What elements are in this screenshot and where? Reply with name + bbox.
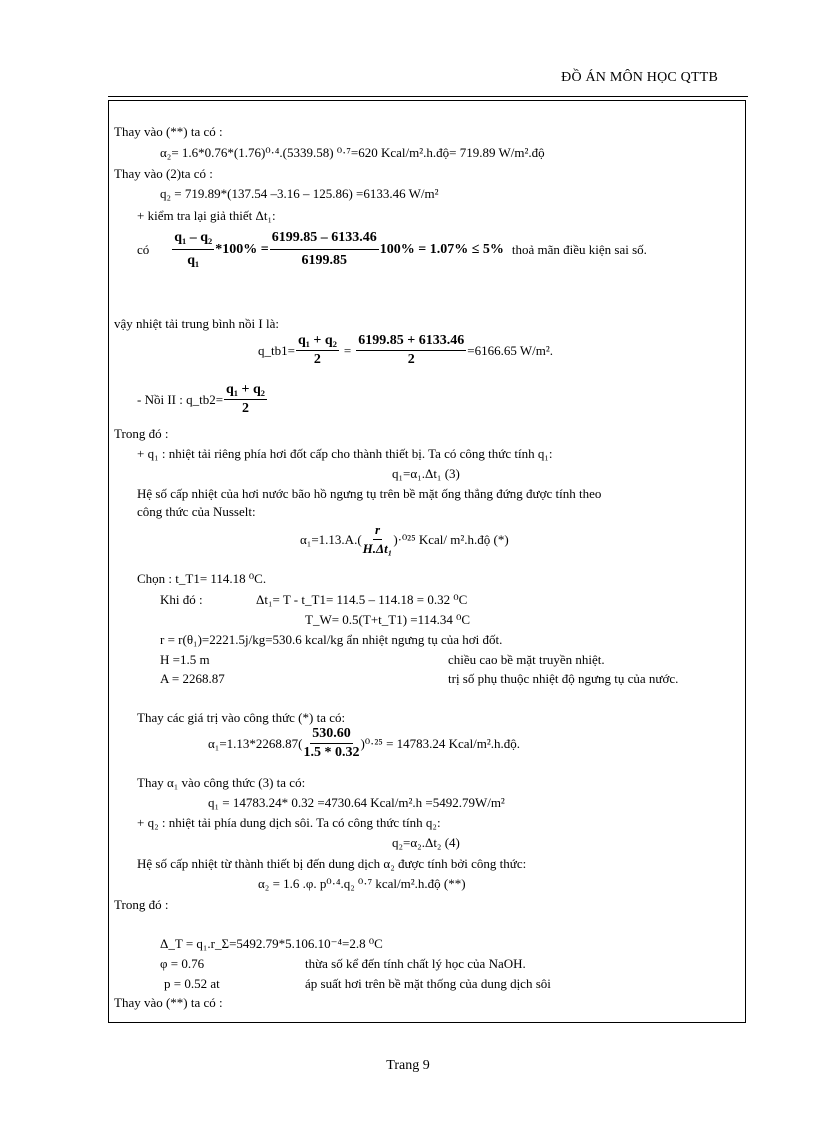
text-line: vậy nhiệt tải trung bình nồi I là: <box>114 316 279 331</box>
numerator: q₁ + q₂ <box>296 333 339 351</box>
header-rule <box>108 96 748 97</box>
numerator: 6199.85 – 6133.46 <box>270 228 379 250</box>
text-line: Chọn : t_T1= 114.18 ⁰C. <box>137 571 267 586</box>
text-line: r = r(θ₁)=2221.5j/kg=530.6 kcal/kg ẩn nhiệt ngưng tụ của hơi đốt. <box>160 632 503 647</box>
equation-alpha2-def: α₂ = 1.6 .φ. p⁰·⁴.q₂ ⁰·⁷ kcal/m².h.độ (**) <box>258 876 466 891</box>
denominator: 1.5 * 0.32 <box>303 745 360 760</box>
text-line: H =1.5 m <box>160 652 210 667</box>
equation-q1-value: q₁ = 14783.24* 0.32 =4730.64 Kcal/m².h =5492.79W/m² <box>208 795 505 810</box>
equation-dt: Δ_T = q₁.r_Σ=5492.79*5.106.10⁻⁴=2.8 ⁰C <box>160 936 383 951</box>
numerator: q₁ – q₂ <box>172 228 214 250</box>
text: = <box>343 342 352 358</box>
text: - Nồi II : q_tb2= <box>137 391 224 407</box>
numerator: q₁ + q₂ <box>224 382 267 400</box>
equation-q1: q₁=α₁.Δt₁ (3) <box>392 466 460 481</box>
fraction <box>270 228 379 271</box>
text-line: Thay vào (**) ta có : <box>114 995 223 1010</box>
text-line: + kiểm tra lại giả thiết Δt₁: <box>137 208 276 223</box>
denominator: 6199.85 <box>301 253 347 268</box>
text-line: Hệ số cấp nhiệt của hơi nước bão hồ ngưng tụ trên bề mặt ống thẳng đứng được tính theo <box>137 486 602 501</box>
text-line: Thay α₁ vào công thức (3) ta có: <box>137 775 306 790</box>
numerator: r <box>373 522 382 540</box>
text-line: Trong đó : <box>114 426 169 441</box>
text: α₁=1.13.A.( <box>300 531 362 547</box>
text: q_tb1= <box>258 342 295 358</box>
error-check-equation <box>137 228 647 271</box>
text-line: chiều cao bề mặt truyền nhiệt. <box>448 652 605 667</box>
page-number: Trang 9 <box>386 1058 430 1073</box>
denominator: q₁ <box>187 253 200 268</box>
text: α₁=1.13*2268.87( <box>208 735 303 751</box>
alpha1-substitution <box>208 726 520 761</box>
text-line: Khi đó : <box>160 592 203 607</box>
qtb2-equation <box>137 382 268 417</box>
fraction <box>356 333 466 368</box>
text-line: Trong đó : <box>114 897 169 912</box>
text: =6166.65 W/m². <box>467 342 553 358</box>
text-line: A = 2268.87 <box>160 671 225 686</box>
text-line: Hệ số cấp nhiệt từ thành thiết bị đến dung dịch α₂ được tính bởi công thức: <box>137 856 527 871</box>
equation-dt1: Δt₁= T - t_T1= 114.5 – 114.18 = 0.32 ⁰C <box>256 592 468 607</box>
equation-alpha2: α₂= 1.6*0.76*(1.76)⁰·⁴.(5339.58) ⁰·⁷=620 Kcal/m².h.độ= 719.89 W/m².độ <box>160 145 545 160</box>
text-line: Thay vào (2)ta có : <box>114 166 213 181</box>
denominator: H.Δt₁ <box>362 541 393 556</box>
numerator: 6199.85 + 6133.46 <box>356 333 466 351</box>
text-line: φ = 0.76 <box>160 956 205 971</box>
fraction <box>172 228 214 271</box>
denominator: 2 <box>313 352 321 367</box>
text: )⁰·²⁵ = 14783.24 Kcal/m².h.độ. <box>360 735 521 751</box>
equation-q2-def: q₂=α₂.Δt₂ (4) <box>392 835 460 850</box>
qtb1-equation <box>258 333 553 368</box>
text-line: trị số phụ thuộc nhiệt độ ngưng tụ của nước. <box>448 671 679 686</box>
nusselt-equation <box>300 522 509 557</box>
text: )·⁰²⁵ Kcal/ m².h.độ (*) <box>393 531 509 547</box>
fraction <box>363 522 393 557</box>
text-line: áp suất hơi trên bề mặt thống của dung dịch sôi <box>305 976 551 991</box>
text-line: Thay các giá trị vào công thức (*) ta có: <box>137 710 346 725</box>
text-line: p = 0.52 at <box>164 976 220 991</box>
fraction <box>304 726 360 761</box>
equation-tw: T_W= 0.5(T+t_T1) =114.34 ⁰C <box>305 612 471 627</box>
text: 100% = 1.07% ≤ 5% <box>379 241 504 257</box>
text: thoả mãn điều kiện sai số. <box>511 241 647 257</box>
equation-q2: q₂ = 719.89*(137.54 –3.16 – 125.86) =6133.46 W/m² <box>160 186 439 201</box>
fraction <box>224 382 267 417</box>
denominator: 2 <box>407 352 415 367</box>
text-line: + q₂ : nhiệt tải phía dung dịch sôi. Ta có công thức tính q₂: <box>137 815 441 830</box>
text-line: công thức của Nusselt: <box>137 504 256 519</box>
text-line: thừa số kể đến tính chất lý học của NaOH. <box>305 956 526 971</box>
fraction <box>296 333 339 368</box>
page-header: ĐỒ ÁN MÔN HỌC QTTB <box>561 70 718 85</box>
text-line: Thay vào (**) ta có : <box>114 124 223 139</box>
text: *100% = <box>215 241 269 257</box>
denominator: 2 <box>242 401 250 416</box>
text: có <box>137 241 150 257</box>
text-line: + q₁ : nhiệt tải riêng phía hơi đốt cấp cho thành thiết bị. Ta có công thức tính q₁: <box>137 446 553 461</box>
numerator: 530.60 <box>310 726 353 744</box>
